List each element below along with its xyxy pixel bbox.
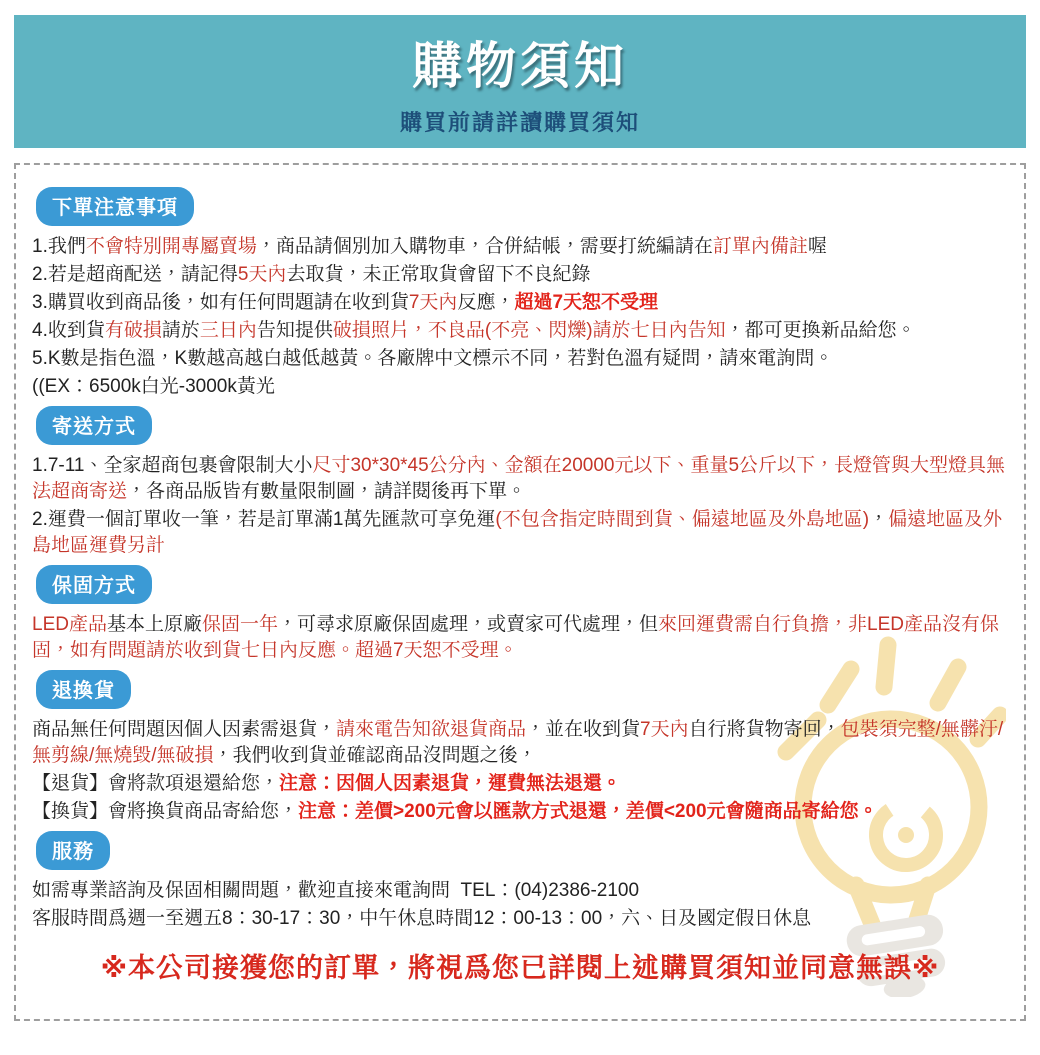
paragraph <box>32 799 1008 825</box>
text-segment: 自行將貨物寄回， <box>688 719 841 740</box>
highlight-segment: 超過7天恕不受理 <box>514 292 659 313</box>
text-segment: 2.若是超商配送，請記得 <box>32 264 238 285</box>
page-title: 購物須知 <box>412 38 628 94</box>
text-segment: 如需專業諮詢及保固相關問題，歡迎直接來電詢問 TEL：(04)2386-2100 <box>32 880 640 901</box>
text-segment: 喔 <box>807 236 827 257</box>
section-badge-returns: 退換貨 <box>36 670 131 709</box>
banner <box>14 15 1026 148</box>
text-segment: 請於 <box>161 320 200 341</box>
highlight-segment: LED產品 <box>32 614 107 635</box>
highlight-segment: 包裝須完整/無髒汙/無剪線/無燒毀/無破損 <box>32 719 1004 766</box>
text-segment: ，可尋求原廠保固處理，或賣家可代處理，但 <box>278 614 659 635</box>
text-segment: 告知提供 <box>256 320 333 341</box>
paragraph <box>32 453 1008 505</box>
paragraph <box>32 717 1008 769</box>
section-badge-warranty: 保固方式 <box>36 565 152 604</box>
paragraph <box>32 318 1008 344</box>
paragraph <box>32 346 1008 372</box>
paragraph <box>32 290 1008 316</box>
notice-sections <box>32 187 1008 932</box>
highlight-segment: 5天內 <box>237 264 287 285</box>
section-returns <box>32 670 1008 825</box>
highlight-segment: 注意：因個人因素退貨，運費無法退還。 <box>279 773 622 794</box>
section-warranty <box>32 565 1008 664</box>
paragraph <box>32 262 1008 288</box>
text-segment: 反應， <box>457 292 515 313</box>
section-shipping <box>32 406 1008 559</box>
text-segment: ，都可更換新品給您。 <box>725 320 916 341</box>
text-segment: 2.運費一個訂單收一筆，若是訂單滿1萬先匯款可享免運 <box>32 509 496 530</box>
text-segment: 3.購買收到商品後，如有任何問題請在收到貨 <box>32 292 409 313</box>
text-segment: ，商品請個別加入購物車，合併結帳，需要打統編請在 <box>256 236 713 257</box>
text-segment: 【換貨】會將換貨商品寄給您， <box>32 801 299 822</box>
text-segment: ， <box>869 509 889 530</box>
text-segment: 客服時間爲週一至週五8：30-17：30，中午休息時間12：00-13：00，六、日及國定假日休息 <box>32 908 812 929</box>
notice-body <box>14 163 1026 1021</box>
text-segment: ，並在收到貨 <box>526 719 641 740</box>
section-badge-order-notes: 下單注意事項 <box>36 187 194 226</box>
highlight-segment: 尺寸30*30*45公分內、金額在20000元以下、重量5公斤以下，長燈管與大型燈具無法超商寄送 <box>32 455 1006 502</box>
paragraph <box>32 374 1008 400</box>
section-service <box>32 831 1008 932</box>
highlight-segment: 三日內 <box>199 320 257 341</box>
paragraph <box>32 771 1008 797</box>
highlight-segment: 不會特別開專屬賣場 <box>85 236 257 257</box>
highlight-segment: 破損照片，不良品(不亮、閃爍)請於七日內告知 <box>332 320 726 341</box>
text-segment: ，我們收到貨並確認商品沒問題之後， <box>213 745 537 766</box>
text-segment: 4.收到貨 <box>32 320 105 341</box>
text-segment: 1.我們 <box>32 236 86 257</box>
highlight-segment: 7天內 <box>408 292 458 313</box>
text-segment: 1.7-11、全家超商包裹會限制大小 <box>32 455 313 476</box>
highlight-segment: 請來電告知欲退貨商品 <box>336 719 527 740</box>
highlight-segment: 有破損 <box>104 320 162 341</box>
highlight-segment: 保固一年 <box>201 614 278 635</box>
page-subtitle: 購買前請詳讀購買須知 <box>399 110 640 135</box>
text-segment: 基本上原廠 <box>106 614 202 635</box>
section-badge-shipping: 寄送方式 <box>36 406 152 445</box>
text-segment: 【退貨】會將款項退還給您， <box>32 773 280 794</box>
highlight-segment: 來回運費需自行負擔，非LED產品沒有保固，如有問題請於收到貨七日內反應。超過7天恕不受理。 <box>32 614 999 661</box>
highlight-segment: 7天內 <box>640 719 689 740</box>
paragraph <box>32 906 1008 932</box>
text-segment: ，各商品版皆有數量限制圖，請詳閱後再下單。 <box>127 481 527 502</box>
text-segment: 去取貨，未正常取貨會留下不良紀錄 <box>286 264 591 285</box>
highlight-segment: 偏遠地區及外島地區運費另計 <box>32 509 1003 556</box>
paragraph <box>32 507 1008 559</box>
paragraph <box>32 234 1008 260</box>
highlight-segment: 注意：差價>200元會以匯款方式退還，差價<200元會隨商品寄給您。 <box>298 801 878 822</box>
paragraph <box>32 878 1008 904</box>
text-segment: 商品無任何問題因個人因素需退貨， <box>32 719 337 740</box>
text-segment: 5.K數是指色溫，K數越高越白越低越黃。各廠牌中文標示不同，若對色溫有疑問，請來電詢問。 <box>32 348 834 369</box>
footer-notice: ※本公司接獲您的訂單，將視爲您已詳閱上述購買須知並同意無誤※ <box>100 953 940 983</box>
section-order-notes <box>32 187 1008 400</box>
section-badge-service: 服務 <box>36 831 110 870</box>
highlight-segment: 訂單內備註 <box>712 236 808 257</box>
text-segment: ((EX：6500k白光-3000k黃光 <box>32 376 275 397</box>
paragraph <box>32 612 1008 664</box>
highlight-segment: (不包含指定時間到貨、偏遠地區及外島地區) <box>495 509 870 530</box>
